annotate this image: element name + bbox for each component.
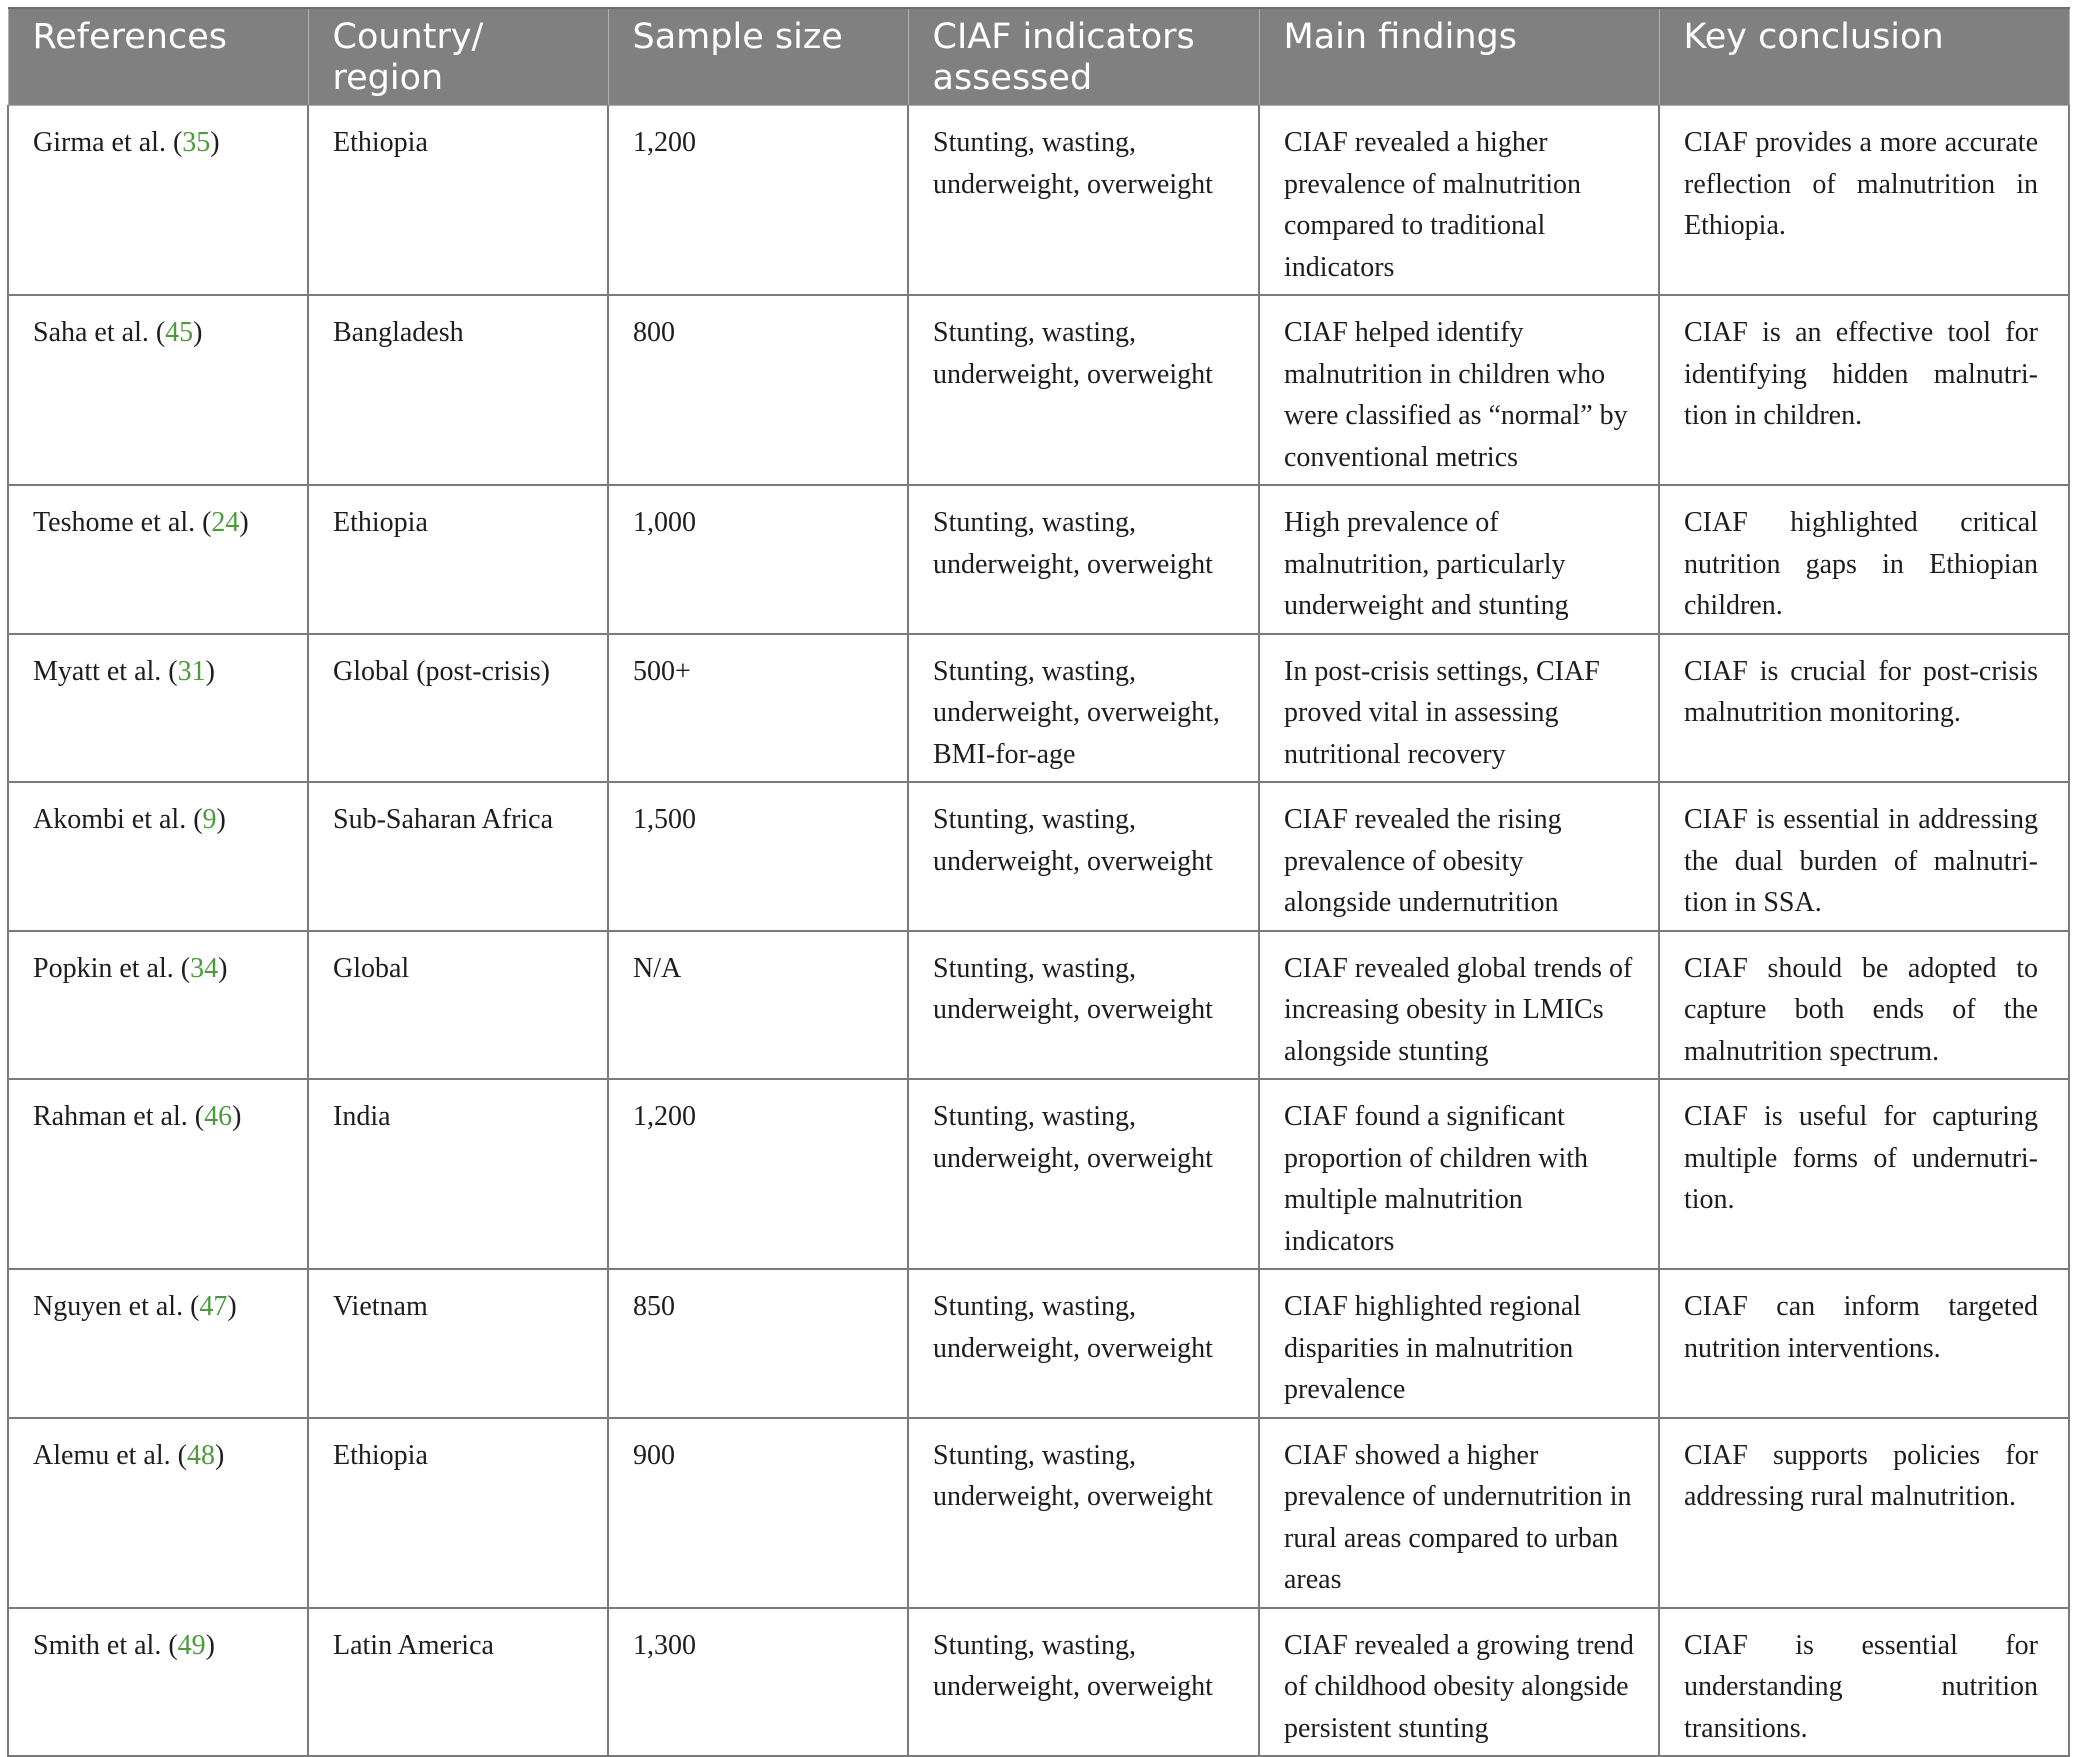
table-body: [8, 106, 2069, 1757]
reference-close: ): [205, 1629, 215, 1661]
sample-size-cell: 800: [608, 295, 908, 485]
country-cell: Bangladesh: [308, 295, 608, 485]
table-row: [8, 1608, 2069, 1757]
reference-author: Myatt et al. (: [33, 655, 178, 687]
reference-close: ): [227, 1291, 237, 1322]
header-country-region: Country/ region: [308, 8, 608, 106]
country-cell: Ethiopia: [308, 485, 608, 634]
citation-link[interactable]: 49: [177, 1629, 206, 1661]
citation-link[interactable]: 47: [199, 1291, 228, 1322]
reference-cell: [8, 1608, 308, 1757]
header-main-findings: Main findings: [1259, 8, 1659, 106]
citation-link[interactable]: 46: [204, 1101, 233, 1132]
sample-size-cell: 500+: [608, 634, 908, 783]
table-header: [8, 8, 2069, 106]
reference-author: Akombi et al. (: [33, 804, 203, 835]
table-row: [8, 106, 2069, 296]
country-cell: Global: [308, 931, 608, 1080]
country-cell: Ethiopia: [308, 1418, 608, 1608]
conclusion-cell: CIAF is useful for capturing multiple forms of undernutri-tion.: [1659, 1079, 2069, 1269]
table-row: [8, 634, 2069, 783]
reference-author: Smith et al. (: [33, 1629, 178, 1661]
sample-size-cell: N/A: [608, 931, 908, 1080]
findings-cell: CIAF revealed the rising prevalence of obesity alongside undernutrition: [1259, 782, 1659, 931]
citation-link[interactable]: 34: [190, 952, 219, 984]
sample-size-cell: 900: [608, 1418, 908, 1608]
citation-link[interactable]: 35: [182, 127, 211, 158]
reference-cell: [8, 782, 308, 931]
indicators-cell: Stunting, wasting, underweight, overweight: [908, 931, 1259, 1080]
sample-size-cell: 850: [608, 1269, 908, 1418]
conclusion-cell: CIAF highlighted critical nutrition gaps in Ethiopian children.: [1659, 485, 2069, 634]
indicators-cell: Stunting, wasting, underweight, overweight: [908, 295, 1259, 485]
reference-cell: [8, 1079, 308, 1269]
reference-author: Alemu et al. (: [33, 1439, 187, 1471]
indicators-cell: Stunting, wasting, underweight, overweight: [908, 1269, 1259, 1418]
ciaf-studies-table: [7, 7, 2070, 1757]
citation-link[interactable]: 9: [202, 804, 217, 835]
sample-size-cell: 1,200: [608, 1079, 908, 1269]
reference-close: ): [232, 1101, 242, 1132]
reference-author: Nguyen et al. (: [33, 1291, 200, 1322]
country-cell: Vietnam: [308, 1269, 608, 1418]
conclusion-cell: CIAF provides a more accurate reflection of malnutrition in Ethiopia.: [1659, 106, 2069, 296]
citation-link[interactable]: 31: [177, 655, 206, 687]
reference-cell: [8, 106, 308, 296]
findings-cell: CIAF helped identify malnutrition in children who were classified as “normal” by conventional metrics: [1259, 295, 1659, 485]
citation-link[interactable]: 45: [165, 317, 194, 348]
reference-close: ): [216, 804, 226, 835]
table-row: [8, 1418, 2069, 1608]
indicators-cell: Stunting, wasting, underweight, overweight: [908, 106, 1259, 296]
citation-link[interactable]: 48: [186, 1439, 215, 1471]
indicators-cell: Stunting, wasting, underweight, overweight: [908, 1418, 1259, 1608]
reference-close: ): [239, 507, 249, 538]
country-cell: Sub-Saharan Africa: [308, 782, 608, 931]
reference-cell: [8, 931, 308, 1080]
reference-author: Teshome et al. (: [33, 507, 212, 538]
header-references: References: [8, 8, 308, 106]
header-key-conclusion: Key conclusion: [1659, 8, 2069, 106]
header-ciaf-indicators: CIAF indicators assessed: [908, 8, 1259, 106]
reference-close: ): [210, 127, 220, 158]
table-row: [8, 1269, 2069, 1418]
reference-close: ): [214, 1439, 225, 1471]
sample-size-cell: 1,000: [608, 485, 908, 634]
findings-cell: High prevalence of malnutrition, particularly underweight and stunting: [1259, 485, 1659, 634]
conclusion-cell: CIAF can inform targeted nutrition interventions.: [1659, 1269, 2069, 1418]
conclusion-cell: CIAF supports policies for addressing rural malnutrition.: [1659, 1418, 2069, 1608]
indicators-cell: Stunting, wasting, underweight, overweight: [908, 1608, 1259, 1757]
citation-link[interactable]: 24: [211, 507, 240, 538]
header-sample-size: Sample size: [608, 8, 908, 106]
reference-cell: [8, 1269, 308, 1418]
sample-size-cell: 1,300: [608, 1608, 908, 1757]
reference-cell: [8, 295, 308, 485]
sample-size-cell: 1,500: [608, 782, 908, 931]
reference-cell: [8, 485, 308, 634]
reference-close: ): [193, 317, 203, 348]
country-cell: Ethiopia: [308, 106, 608, 296]
conclusion-cell: CIAF is an effective tool for identifying hidden malnutri-tion in children.: [1659, 295, 2069, 485]
conclusion-cell: CIAF is essential for understanding nutrition transitions.: [1659, 1608, 2069, 1757]
indicators-cell: Stunting, wasting, underweight, overweight, BMI-for-age: [908, 634, 1259, 783]
country-cell: Latin America: [308, 1608, 608, 1757]
table-row: [8, 295, 2069, 485]
findings-cell: CIAF revealed a higher prevalence of malnutrition compared to traditional indicators: [1259, 106, 1659, 296]
sample-size-cell: 1,200: [608, 106, 908, 296]
findings-cell: CIAF showed a higher prevalence of undernutrition in rural areas compared to urban areas: [1259, 1418, 1659, 1608]
reference-cell: [8, 1418, 308, 1608]
reference-close: ): [205, 655, 215, 687]
findings-cell: In post-crisis settings, CIAF proved vital in assessing nutritional recovery: [1259, 634, 1659, 783]
studies-table-container: [7, 7, 2068, 1757]
country-cell: Global (post-crisis): [308, 634, 608, 783]
findings-cell: CIAF revealed global trends of increasing obesity in LMICs alongside stunting: [1259, 931, 1659, 1080]
reference-author: Rahman et al. (: [33, 1101, 205, 1132]
table-row: [8, 485, 2069, 634]
indicators-cell: Stunting, wasting, underweight, overweight: [908, 1079, 1259, 1269]
reference-cell: [8, 634, 308, 783]
table-row: [8, 782, 2069, 931]
conclusion-cell: CIAF is essential in addressing the dual burden of malnutri-tion in SSA.: [1659, 782, 2069, 931]
indicators-cell: Stunting, wasting, underweight, overweight: [908, 485, 1259, 634]
conclusion-cell: CIAF should be adopted to capture both ends of the malnutrition spectrum.: [1659, 931, 2069, 1080]
conclusion-cell: CIAF is crucial for post-crisis malnutrition monitoring.: [1659, 634, 2069, 783]
findings-cell: CIAF highlighted regional disparities in malnutrition prevalence: [1259, 1269, 1659, 1418]
findings-cell: CIAF found a significant proportion of children with multiple malnutrition indicators: [1259, 1079, 1659, 1269]
table-row: [8, 931, 2069, 1080]
table-row: [8, 1079, 2069, 1269]
country-cell: India: [308, 1079, 608, 1269]
header-row: [8, 8, 2069, 106]
reference-author: Saha et al. (: [33, 317, 166, 348]
reference-author: Popkin et al. (: [33, 952, 191, 984]
findings-cell: CIAF revealed a growing trend of childhood obesity alongside persistent stunting: [1259, 1608, 1659, 1757]
reference-author: Girma et al. (: [33, 127, 183, 158]
indicators-cell: Stunting, wasting, underweight, overweight: [908, 782, 1259, 931]
reference-close: ): [218, 952, 228, 984]
